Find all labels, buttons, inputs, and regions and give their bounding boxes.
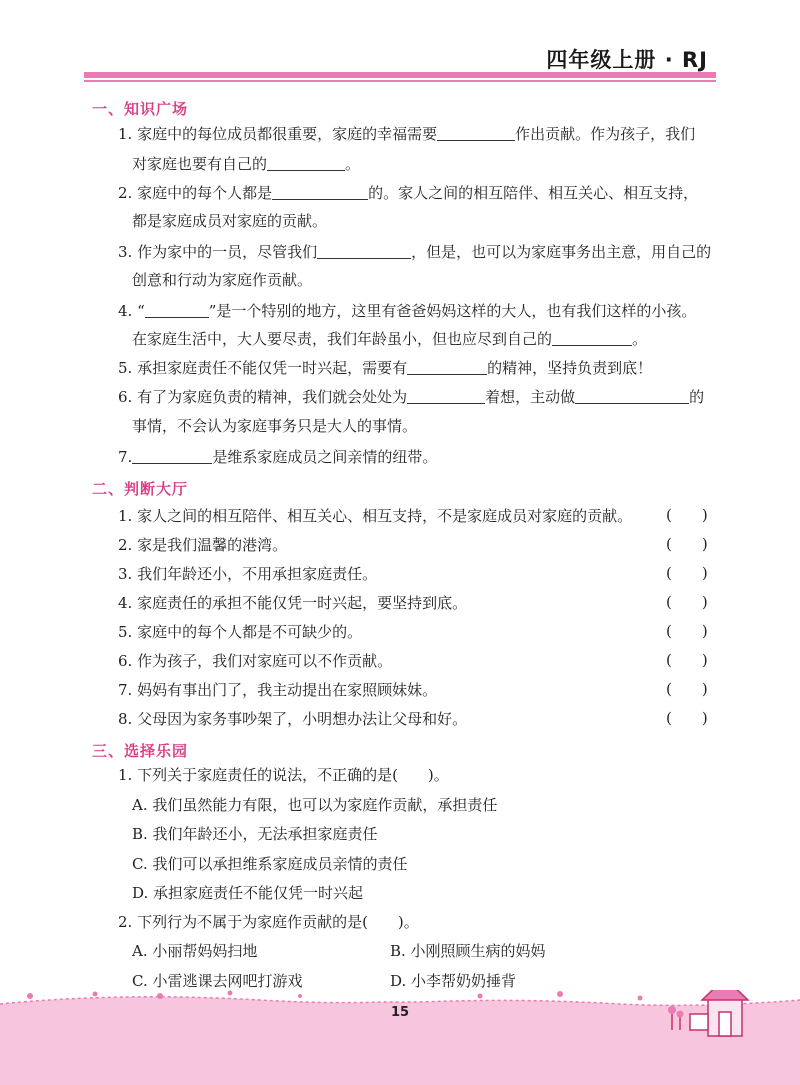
fill-question-6-line-1 [118,387,704,407]
paren-close: ) [701,506,708,524]
answer-blank[interactable] [145,303,209,318]
fill-question-6-line-2: 事情，不会认为家庭事务只是大人的事情。 [132,417,418,435]
fill-question-4-line-1 [118,301,696,321]
judge-answer-box[interactable] [666,651,708,669]
paren-open: ( [666,622,672,640]
text: 4. “ [118,302,145,320]
choice-option-a[interactable]: A. 小丽帮妈妈扫地 [132,942,258,960]
header-rule-thick [84,72,716,78]
answer-blank[interactable] [437,126,515,141]
fill-question-4-line-2 [132,329,647,349]
fill-question-5 [118,358,652,378]
page-header-title: 四年级上册 · RJ [546,48,708,72]
text: 2. 家庭中的每个人都是 [118,184,273,202]
answer-blank[interactable] [267,156,345,171]
text: 是维系家庭成员之间亲情的纽带。 [212,448,438,466]
choice-option-b[interactable]: B. 我们年龄还小，无法承担家庭责任 [132,825,378,843]
judge-item: 7. 妈妈有事出门了，我主动提出在家照顾妹妹。 [118,681,438,699]
answer-blank[interactable] [407,360,487,375]
text: 3. 作为家中的一员，尽管我们 [118,243,318,261]
judge-answer-box[interactable] [666,622,708,640]
choice-question-1-stem: 1. 下列关于家庭责任的说法，不正确的是( )。 [118,766,449,784]
answer-blank[interactable] [132,449,212,464]
header-rule [84,72,716,86]
paren-close: ) [701,709,708,727]
judge-answer-box[interactable] [666,535,708,553]
judge-answer-box[interactable] [666,506,708,524]
answer-blank[interactable] [272,185,368,200]
text: ”是一个特别的地方，这里有爸爸妈妈这样的大人，也有我们这样的小孩。 [208,302,697,320]
paren-close: ) [701,622,708,640]
text: 。 [632,330,648,348]
text: 的精神，坚持负责到底！ [487,359,653,377]
fill-question-3-line-2: 创意和行动为家庭作贡献。 [132,271,313,289]
text: 的。家人之间的相互陪伴、相互关心、相互支持， [368,184,699,202]
choice-option-d[interactable]: D. 小李帮奶奶捶背 [390,972,517,990]
header-rule-thin [84,80,716,82]
section-heading-choice: 三、选择乐园 [92,742,189,760]
paren-open: ( [666,593,672,611]
judge-answer-box[interactable] [666,564,708,582]
text: 作出贡献。作为孩子，我们 [515,125,696,143]
fill-question-2-line-2: 都是家庭成员对家庭的贡献。 [132,212,328,230]
text: 5. 承担家庭责任不能仅凭一时兴起，需要有 [118,359,408,377]
paren-open: ( [666,506,672,524]
text: 7. [118,448,133,466]
fill-question-2-line-1 [118,183,698,203]
judge-item: 4. 家庭责任的承担不能仅凭一时兴起，要坚持到底。 [118,594,468,612]
fill-question-1-line-1 [118,124,695,144]
paren-open: ( [666,709,672,727]
section-heading-knowledge: 一、知识广场 [92,100,189,118]
judge-item: 6. 作为孩子，我们对家庭可以不作贡献。 [118,652,393,670]
fill-question-1-line-2 [132,154,360,174]
paren-close: ) [701,564,708,582]
text: 在家庭生活中，大人要尽责，我们年龄虽小，但也应尽到自己的 [132,330,553,348]
fill-question-7 [118,447,437,467]
paren-close: ) [701,680,708,698]
fill-question-3-line-1 [118,242,711,262]
text: 的 [689,388,705,406]
answer-blank[interactable] [575,389,689,404]
choice-option-c[interactable]: C. 小雷逃课去网吧打游戏 [132,972,303,990]
answer-blank[interactable] [317,244,411,259]
judge-answer-box[interactable] [666,709,708,727]
judge-item: 5. 家庭中的每个人都是不可缺少的。 [118,623,363,641]
paren-close: ) [701,651,708,669]
section-heading-judgement: 二、判断大厅 [92,480,189,498]
judge-answer-box[interactable] [666,680,708,698]
answer-blank[interactable] [407,389,485,404]
paren-open: ( [666,564,672,582]
paren-open: ( [666,651,672,669]
paren-open: ( [666,535,672,553]
judge-item: 3. 我们年龄还小，不用承担家庭责任。 [118,565,378,583]
choice-option-d[interactable]: D. 承担家庭责任不能仅凭一时兴起 [132,884,364,902]
judge-item: 1. 家人之间的相互陪伴、相互关心、相互支持，不是家庭成员对家庭的贡献。 [118,507,633,525]
choice-question-2-stem: 2. 下列行为不属于为家庭作贡献的是( )。 [118,913,419,931]
text: 6. 有了为家庭负责的精神，我们就会处处为 [118,388,408,406]
answer-blank[interactable] [552,331,632,346]
paren-open: ( [666,680,672,698]
text: 1. 家庭中的每位成员都很重要，家庭的幸福需要 [118,125,438,143]
paren-close: ) [701,593,708,611]
text: ，但是，也可以为家庭事务出主意，用自己的 [411,243,712,261]
text: 着想，主动做 [485,388,576,406]
judge-answer-box[interactable] [666,593,708,611]
judge-item: 2. 家是我们温馨的港湾。 [118,536,288,554]
choice-option-c[interactable]: C. 我们可以承担维系家庭成员亲情的责任 [132,855,408,873]
page-number: 15 [390,1005,410,1020]
choice-option-a[interactable]: A. 我们虽然能力有限，也可以为家庭作贡献，承担责任 [132,796,498,814]
text: 对家庭也要有自己的 [132,155,268,173]
judge-item: 8. 父母因为家务事吵架了，小明想办法让父母和好。 [118,710,468,728]
choice-option-b[interactable]: B. 小刚照顾生病的妈妈 [390,942,546,960]
text: 。 [345,155,361,173]
paren-close: ) [701,535,708,553]
